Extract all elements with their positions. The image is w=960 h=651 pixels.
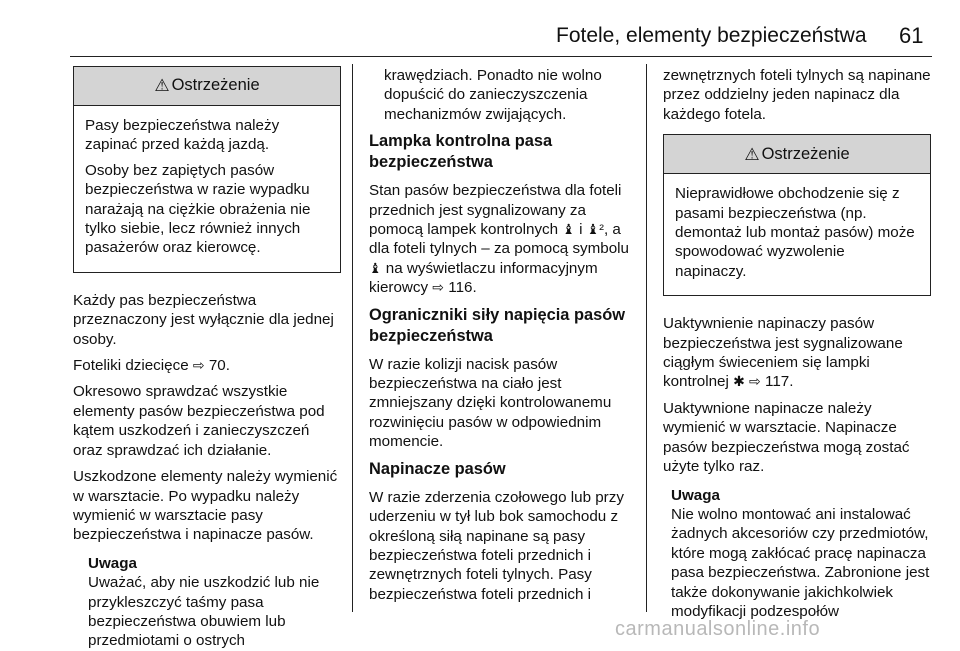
page-number: 61 <box>899 23 924 48</box>
paragraph: krawędziach. Ponadto nie wolno dopuścić do zanieczyszczenia mechanizmów zwijających. <box>384 67 602 123</box>
paragraph: Stan pasów bezpieczeństwa dla foteli przednich jest sygnalizowany za pomocą lampek kontrolnych ♝ i ♝², a dla foteli tylnych – za pomocą symbolu ♝ na wyświetlaczu informacyjnym kierowcy ⇨ 116. <box>369 182 630 297</box>
note-heading: Uwaga <box>671 486 720 504</box>
section-heading: Ograniczniki siły napięcia pasów bezpieczeństwa <box>369 305 625 345</box>
seatbelt-icon: ♝ <box>562 221 575 238</box>
section-heading: Lampka kontrolna pasa bezpieczeństwa <box>369 132 553 172</box>
warning-label: Ostrzeżenie <box>761 144 850 163</box>
warning-text: Pasy bezpieczeństwa należy zapinać przed każdą jazdą. <box>85 117 280 154</box>
column-3 <box>663 66 931 621</box>
note <box>671 486 931 622</box>
column-divider-1 <box>352 64 353 612</box>
page-reference-arrow-icon: ⇨ <box>192 357 205 374</box>
header-rule <box>70 56 932 57</box>
warning-box-body <box>74 106 340 272</box>
pretensioner-icon: ✱ <box>733 373 745 390</box>
note-heading: Uwaga <box>88 554 137 572</box>
section-heading: Napinacze pasów <box>369 459 506 478</box>
note-text: Uważać, aby nie uszkodzić lub nie przykleszczyć taśmy pasa bezpieczeństwa obuwiem lub przedmiotami o ostrych <box>88 574 320 650</box>
warning-icon: ⚠ <box>744 144 760 164</box>
warning-label: Ostrzeżenie <box>171 76 260 95</box>
page-reference[interactable]: 117. <box>765 373 794 391</box>
paragraph: W razie zderzenia czołowego lub przy uderzeniu w tył lub bok samochodu z określoną siłą napinane są pasy bezpieczeństwa foteli przednich i zewnętrznych foteli tylnych. Pasy bezpieczeństwa foteli przednich i <box>369 488 624 603</box>
warning-text: Osoby bez zapiętych pasów bezpieczeństwa w razie wypadku narażają na ciężkie obrażenia nie tylko siebie, lecz również innych pasażerów oraz kierowcę. <box>85 161 311 257</box>
page-reference-arrow-icon: ⇨ <box>749 373 761 390</box>
watermark: carmanualsonline.info <box>615 618 821 640</box>
page-header-title: Fotele, elementy bezpieczeństwa <box>556 24 867 47</box>
paragraph: Uaktywnione napinacze należy wymienić w warsztacie. Napinacze pasów bezpieczeństwa mogą zostać użyte tylko raz. <box>663 399 910 476</box>
seatbelt-2-icon: ♝² <box>586 221 604 238</box>
column-divider-2 <box>646 64 647 612</box>
column-2 <box>369 66 635 611</box>
warning-box-header <box>74 67 340 106</box>
column-1 <box>73 66 341 651</box>
warning-text: Nieprawidłowe obchodzenie się z pasami bezpieczeństwa (np. demontaż lub montaż pasów) może spowodować wyzwolenie napinaczy. <box>675 185 915 280</box>
warning-icon: ⚠ <box>154 76 170 96</box>
paragraph: Uszkodzone elementy należy wymienić w warsztacie. Po wypadku należy wymienić w warsztacie pasy bezpieczeństwa i napinacze pasów. <box>73 468 338 544</box>
page-reference[interactable]: 116. <box>448 279 477 297</box>
paragraph: zewnętrznych foteli tylnych są napinane przez oddzielny jeden napinacz dla każdego fotela. <box>663 67 931 123</box>
note <box>88 554 341 651</box>
page-reference[interactable]: 70. <box>208 357 230 375</box>
paragraph: Okresowo sprawdzać wszystkie elementy pasów bezpieczeństwa pod kątem uszkodzeń i zanieczyszczeń oraz sprawdzać ich działanie. <box>73 383 325 459</box>
page-reference-arrow-icon: ⇨ <box>432 279 445 296</box>
paragraph: Uaktywnienie napinaczy pasów bezpieczeństwa jest sygnalizowane ciągłym świeceniem się lampki kontrolnej ✱ ⇨ 117. <box>663 315 903 391</box>
warning-box-header <box>664 135 930 174</box>
seatbelt-icon: ♝ <box>369 259 382 276</box>
note-text: Nie wolno montować ani instalować żadnych akcesoriów czy przedmiotów, które mogą zakłócać pracę napinacza pasa bezpieczeństwa. Zabronione jest także dokonywanie jakichkolwiek modyfikacji podzespołów <box>671 505 930 620</box>
paragraph: Każdy pas bezpieczeństwa przeznaczony jest wyłącznie dla jednej osoby. <box>73 291 334 348</box>
paragraph: Foteliki dziecięce ⇨ 70. <box>73 357 230 375</box>
paragraph: W razie kolizji nacisk pasów bezpieczeństwa na ciało jest zmniejszany dzięki kontrolowanemu rozwinięciu pasów w odpowiednim momencie. <box>369 355 612 451</box>
warning-box-body <box>664 174 930 295</box>
warning-box-1 <box>73 66 341 273</box>
warning-box-2 <box>663 134 931 296</box>
